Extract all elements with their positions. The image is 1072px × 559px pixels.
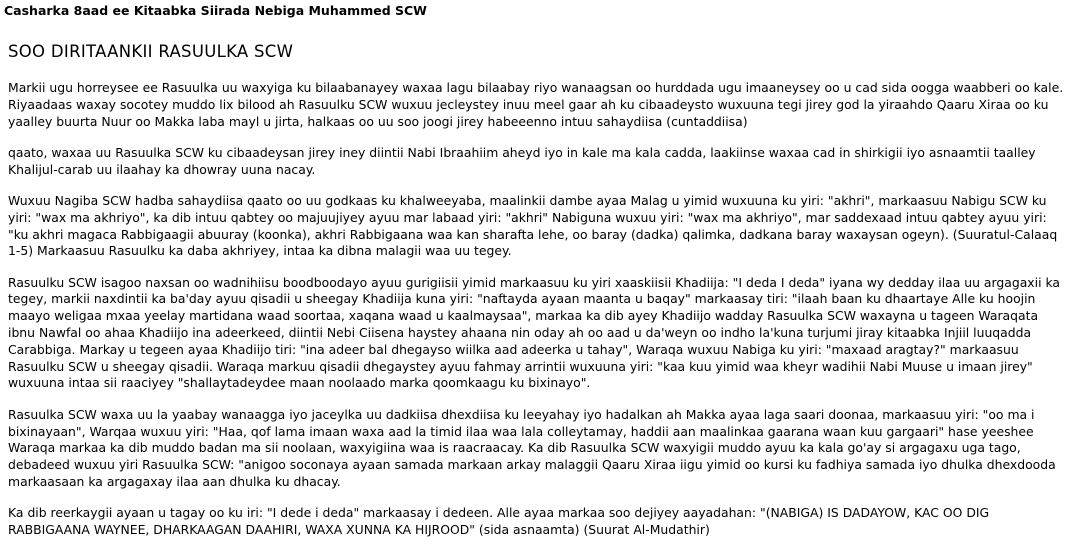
- paragraph-2: qaato, waxaa uu Rasuulka SCW ku cibaadeysan jirey iney diintii Nabi Ibraahiim aheyd iyo in kale ma kala cadda, laakiinse waxaa cad in shirkigii iyo asnaamtii taalley Khalijul-carab uu ilaahay ka dhowray uuna nacay.: [8, 144, 1036, 177]
- paragraph-6: Ka dib reerkaygii ayaan u tagay oo ku iri: "I dede i deda" markaasay i dedeen. Alle ayaa markaa soo dejiyey aayadahan: "(NABIGA) IS DADAYOW, KAC OO DIG RABBIGAANA WAYNEE, DHARKAAGAN DAAHIRI, WAXA XUNNA KA HIJROOD" (sida asnaamta) (Suurat Al-Mudathir): [8, 505, 990, 538]
- section-title: SOO DIRITAANKII RASUULKA SCW: [8, 42, 294, 61]
- paragraph-1: Markii ugu horreysee ee Rasuulka uu waxyiga ku bilaabanayey waxaa lagu bilaabay riyo wanaagsan oo hurddada ugu imaaneysey oo u cad sida oogga waabberi oo kale. Riyaadaas waxay socotey muddo lix bilood ah Rasuulku SCW wuxuu jecleystey inuu meel gaar ah ku cibaadeysto wuxuuna tegi jirey god la yiraahdo Qaaru Xiraa oo ku yaalley buurta Nuur oo Makka laba mayl u jirta, halkaas oo uu soo joogi jirey habeeenno intuu sahaydiisa (cuntaddiisa): [8, 80, 1064, 129]
- article-body: [8, 80, 1066, 553]
- paragraph-5: Rasuulka SCW waxa uu la yaabay wanaagga iyo jaceylka uu dadkiisa dhexdiisa ku leeyahay iyo hadalkan ah Makka ayaa laga saari doonaa, markaasuu yiri: "oo ma i bixinayaan", Warqaa wuxuu yiri: "Haa, qof lama imaan waxa aad la timid ilaa waa lala colleytamay, haddii aan maalinkaa gaarana waan kuu gargaari" hase yeeshee Waraqa markaa ka dib muddo badan ma sii noolaan, waxyigiina waa is raacraacay. Ka dib Rasuulka SCW waxyigii muddo ayuu ka kala go'ay si argagaxu uga tago, debadeed wuxuu yiri Rasuulka SCW: "anigoo soconaya ayaan samada markaan arkay malaggii Qaaru Xiraa iigu yimid oo kursi ku fadhiya samada iyo dhulka dhexdooda markaasaan ka argagaxay ilaa aan dhulka ku dhacay.: [8, 406, 1056, 489]
- paragraph-4: Rasuulku SCW isagoo naxsan oo wadnihiisu boodboodayo ayuu gurigiisii yimid markaasuu ku yiri xaaskiisii Khadiija: "I deda I deda" iyana wy dedday ilaa uu argagaxii ka tegey, markii naxdintii ka ba'day ayuu qisadii u sheegay Khadiija kuna yiri: "naftayda ayaan maanta u baqay" markaasay tiri: "ilaah baan ku dhaartaye Alle ku hoojin maayo weligaa mxaa yeelay martidana waad soortaa, xaqana waad u kaalmaysaa", markaa ka dib ayey Khadiijo wadday Rasuulka SCW waxayna u tageen Waraqata ibnu Nawfal oo ahaa Khadiijo ina adeerkeed, diintii Nebi Ciisena haystey ahaana nin oday ah oo aad u da'weyn oo indho la'kuna turjumi jiray kitaabka Injiil luuqadda Carabbiga. Markay u tegeen ayaa Khadiijo tiri: "ina adeer bal dhegayso wiilka aad adeerka u tahay", Waraqa wuxuu Nabiga ku yiri: "maxaad aragtay?" markaasuu Rasuulku SCW u sheegay qisadii. Waraqa markuu qisadii dhegaystey ayuu fahmay arrintii wuxuuna yiri: "kaa kuu yimid waa kheyr wadihii Nabi Muuse u imaan jirey" wuxuuna intaa sii raaciyey "shallaytadeydee maan noolaado marka qoomkaagu ku bixinayo".: [8, 274, 1061, 391]
- paragraph-3: Wuxuu Nagiba SCW hadba sahaydiisa qaato oo uu godkaas ku khalweeyaba, maalinkii dambe ayaa Malag u yimid wuxuuna ku yiri: "akhri", markaasuu Nabigu SCW ku yiri: "wax ma akhriyo", ka dib intuu qabtey oo majuujiyey ayuu mar labaad yiri: "akhri" Nabiguna wuxuu yiri: "wax ma akhriyo", mar saddexaad intuu qabtey ayuu yiri: "ku akhri magaca Rabbigaagii abuuray (koonka), akhri Rabbigaana waa kan sharafta lehe, oo baray (dadka) qalimka, dadkana baray waxaysan ogeyn). (Suuratul-Calaaq 1-5) Markaasuu Rasuulku ka daba akhriyey, intaa ka dibna malagii waa uu tegey.: [8, 192, 1058, 259]
- page-header: Casharka 8aad ee Kitaabka Siirada Nebiga Muhammed SCW: [4, 3, 427, 18]
